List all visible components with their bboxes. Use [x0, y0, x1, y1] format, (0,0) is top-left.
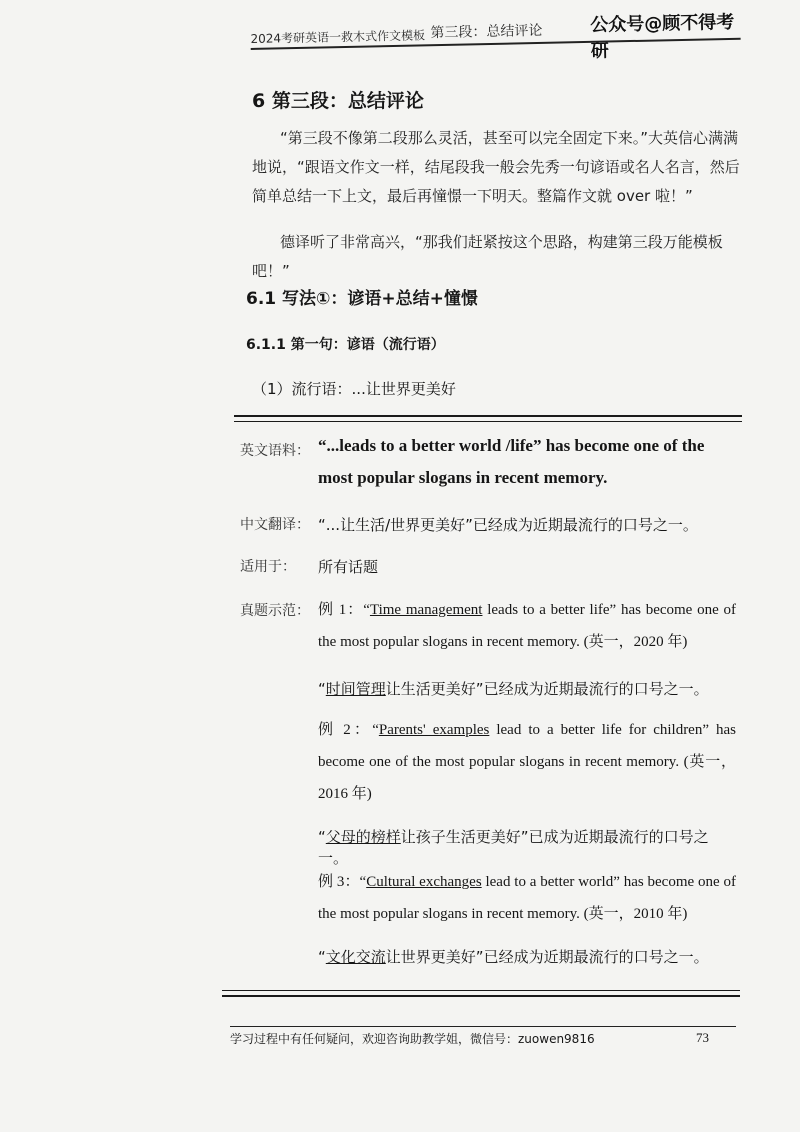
box-bottom-rule-2	[222, 995, 740, 997]
header-section: 第三段：总结评论	[430, 22, 543, 42]
quote-mark: “	[318, 948, 326, 966]
quote-mark: “	[318, 828, 326, 846]
footer-rule	[230, 1026, 736, 1027]
example-2-key: Parents' examples	[378, 722, 490, 738]
quote-mark: “	[318, 680, 326, 698]
example-2-zh-rest: 让孩子生活更美好”已成为近期最流行的口号之一。	[318, 828, 709, 867]
example-2-zh-key: 父母的榜样	[325, 828, 401, 846]
chinese-label: 中文翻译：	[240, 517, 310, 533]
example-2-translation	[318, 826, 736, 868]
subsubsection-title: 6.1.1 第一句：谚语（流行语）	[246, 337, 445, 353]
applies-label: 适用于：	[240, 559, 296, 575]
example-1-rest: leads to a better life” has become one of the most popular slogans in recent memory. (英一，2020 年)	[318, 602, 736, 650]
example-3-zh-key: 文化交流	[325, 948, 386, 966]
example-3-rest: lead to a better world” has become one of the most popular slogans in recent memory. (英一，2010 年)	[318, 874, 736, 922]
example-3-translation	[318, 946, 736, 967]
example-3	[318, 866, 736, 930]
example-3-prefix: 例 3：“	[318, 874, 367, 890]
example-2	[318, 714, 736, 810]
example-2-rest: lead to a better life for children” has become one of the most popular slogans in recent memory. (英一，2016 年)	[318, 722, 736, 802]
english-text: “...leads to a better world /life” has become one of the most popular slogans in recent memory.	[318, 436, 705, 487]
running-header	[250, 4, 741, 62]
item-heading: （1）流行语：...让世界更美好	[252, 380, 456, 398]
intro-paragraph: “第三段不像第二段那么灵活，甚至可以完全固定下来。”大英信心满满地说，“跟语文作文一样，结尾段我一般会先秀一句谚语或名人名言，然后简单总结一下上文，最后再憧憬一下明天。整篇作文就 over 啦！”	[252, 129, 740, 205]
footer-contact: 学习过程中有任何疑问，欢迎咨询助教学姐，微信号：zuowen9816	[230, 1032, 595, 1046]
box-bottom-rule-1	[222, 990, 740, 991]
header-book-title: 2024考研英语一救木式作文模板	[250, 28, 426, 46]
chinese-text: “...让生活/世界更美好”已经成为近期最流行的口号之一。	[318, 516, 698, 534]
example-1	[318, 594, 736, 658]
example-3-zh-rest: 让世界更美好”已经成为近期最流行的口号之一。	[385, 948, 709, 966]
subsection-title: 6.1 写法①：谚语+总结+憧憬	[246, 289, 478, 309]
box-top-rule-1	[234, 415, 742, 417]
second-paragraph: 德译听了非常高兴，“那我们赶紧按这个思路，构建第三段万能模板吧！”	[252, 233, 723, 280]
applies-text: 所有话题	[318, 558, 379, 576]
example-1-zh-rest: 让生活更美好”已经成为近期最流行的口号之一。	[385, 680, 709, 698]
example-3-key: Cultural exchanges	[366, 874, 482, 890]
example-1-prefix: 例 1：“	[318, 602, 370, 618]
english-label: 英文语料：	[240, 443, 310, 459]
section-title: 6 第三段：总结评论	[252, 90, 424, 112]
example-1-key: Time management	[369, 602, 483, 618]
example-1-zh-key: 时间管理	[325, 680, 386, 698]
header-account: 公众号@顾不得考研	[590, 11, 735, 62]
box-top-rule-2	[234, 421, 742, 422]
example-2-prefix: 例 2：“	[318, 722, 379, 738]
example-1-translation	[318, 678, 736, 699]
page-number: 73	[696, 1030, 709, 1045]
demo-label: 真题示范：	[240, 603, 310, 619]
